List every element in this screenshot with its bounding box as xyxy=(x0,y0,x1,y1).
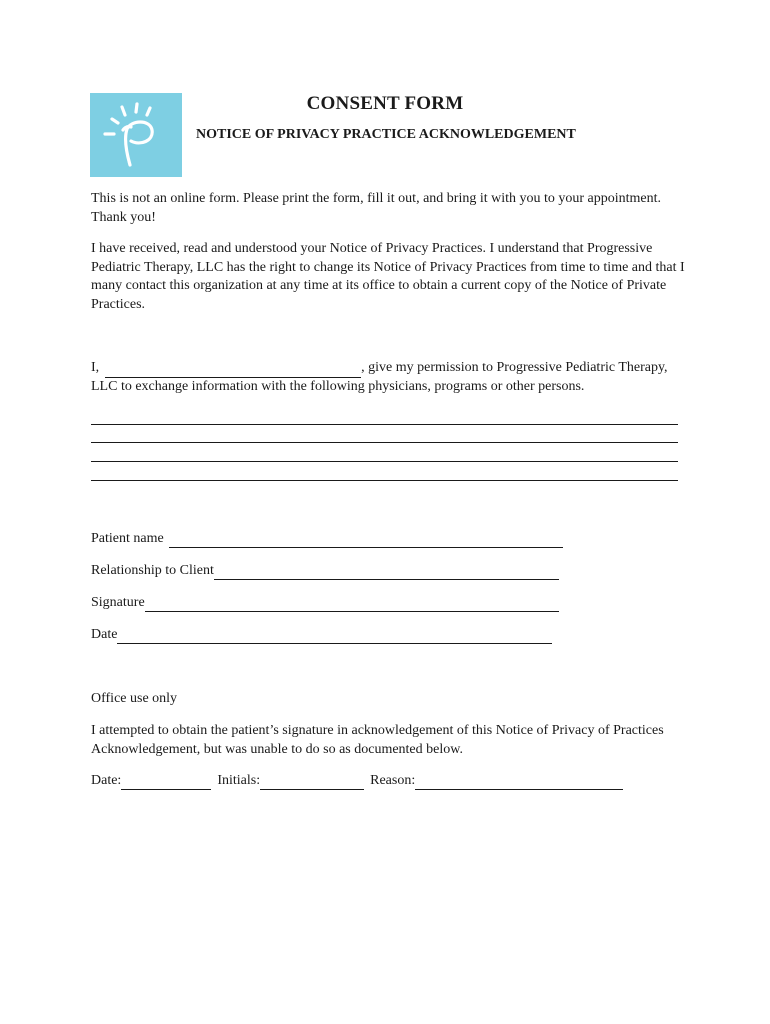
office-use-fields xyxy=(91,772,623,790)
office-reason-label: Reason: xyxy=(370,773,416,788)
date-input[interactable] xyxy=(117,629,552,644)
office-use-heading: Office use only xyxy=(91,691,178,706)
intro-paragraph xyxy=(91,190,686,227)
persons-blank-line[interactable] xyxy=(91,480,678,481)
intro-line: Thank you! xyxy=(91,209,156,225)
relationship-label: Relationship to Client xyxy=(91,563,214,578)
signature-field xyxy=(91,594,559,612)
permission-prefix: I, xyxy=(91,360,100,375)
office-date-input[interactable] xyxy=(121,775,211,790)
patient-name-field xyxy=(91,530,563,548)
relationship-input[interactable] xyxy=(214,565,559,580)
patient-name-input[interactable] xyxy=(169,533,563,548)
office-reason-input[interactable] xyxy=(415,775,623,790)
name-blank-field[interactable] xyxy=(105,363,361,378)
persons-blank-line[interactable] xyxy=(91,442,678,443)
office-initials-input[interactable] xyxy=(260,775,364,790)
permission-line xyxy=(91,359,686,378)
office-date-label: Date: xyxy=(91,773,122,788)
permission-suffix: , give my permission to Progressive Pediatric Therapy, xyxy=(361,360,668,375)
office-use-paragraph xyxy=(91,722,691,759)
office-initials-label: Initials: xyxy=(217,773,261,788)
acknowledgement-line: many contact this organization at any time at its office to obtain a current copy of the Notice of Private xyxy=(91,278,667,293)
acknowledgement-line: Pediatric Therapy, LLC has the right to change its Notice of Privacy Practices from time to time and that I xyxy=(91,259,685,275)
office-use-line: I attempted to obtain the patient’s signature in acknowledgement of this Notice of Privacy of Practices xyxy=(91,723,664,738)
permission-line: LLC to exchange information with the following physicians, programs or other persons. xyxy=(91,378,585,394)
permission-paragraph xyxy=(91,359,686,396)
acknowledgement-line: I have received, read and understood your Notice of Privacy Practices. I understand that Progressive xyxy=(91,241,653,256)
relationship-field xyxy=(91,562,559,580)
persons-blank-line[interactable] xyxy=(91,424,678,425)
acknowledgement-line: Practices. xyxy=(91,296,146,312)
signature-label: Signature xyxy=(91,595,145,610)
intro-line: This is not an online form. Please print the form, fill it out, and bring it with you to your appointment. xyxy=(91,191,662,206)
office-use-line: Acknowledgement, but was unable to do so as documented below. xyxy=(91,741,463,757)
date-label: Date xyxy=(91,627,118,642)
date-field xyxy=(91,626,552,644)
page-subtitle: NOTICE OF PRIVACY PRACTICE ACKNOWLEDGEMENT xyxy=(196,127,576,142)
page-title: CONSENT FORM xyxy=(306,93,464,114)
acknowledgement-paragraph xyxy=(91,240,686,314)
persons-blank-line[interactable] xyxy=(91,461,678,462)
signature-input[interactable] xyxy=(145,597,559,612)
patient-name-label: Patient name xyxy=(91,531,164,546)
